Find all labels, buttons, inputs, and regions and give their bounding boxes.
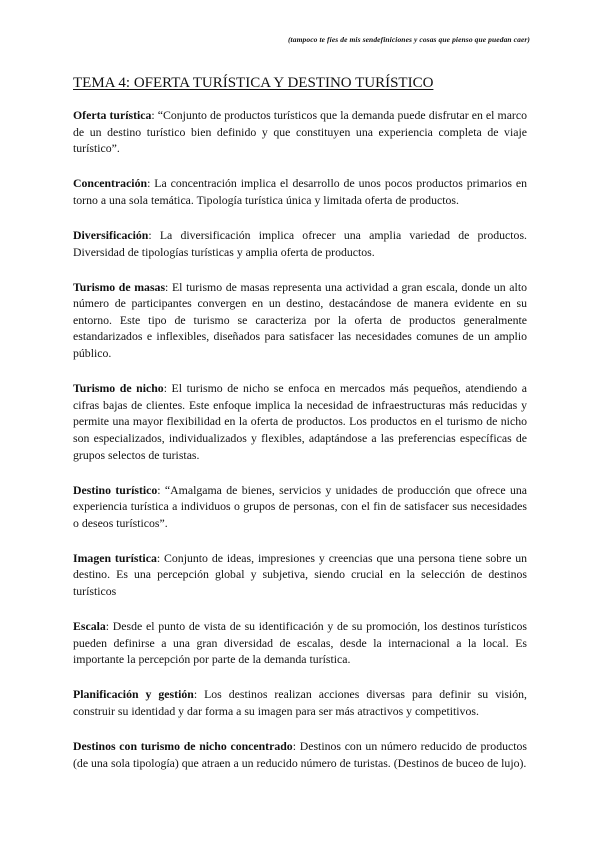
definition-text: : “Amalgama de bienes, servicios y unidades de producción que ofrece una experiencia turística a individuos o grupos de personas, con el fin de satisfacer sus necesidades o deseos turísticos”. [73,482,527,530]
definition-term: Concentración [73,176,148,191]
definition-turismo-de-masas [73,279,527,362]
definition-term: Destino turístico [73,482,158,497]
definition-term: Escala [73,619,106,634]
definition-concentracion [73,175,527,208]
definition-text: : “Conjunto de productos turísticos que la demanda puede disfrutar en el marco de un destino turístico bien definido y que constituyen una experiencia completa de viaje turístico”. [73,108,527,156]
definition-term: Diversificación [73,227,149,242]
page-title: TEMA 4: OFERTA TURÍSTICA Y DESTINO TURÍSTICO [73,75,434,91]
definition-text: : Desde el punto de vista de su identificación y de su promoción, los destinos turísticos pueden definirse a una gran diversidad de escalas, desde la internacional a la local. Es importante la percepción por parte de la demanda turística. [73,619,527,667]
definition-text: : Conjunto de ideas, impresiones y creencias que una persona tiene sobre un destino. Es una percepción global y subjetiva, siendo crucial en la selección de destinos turísticos [73,550,527,599]
definition-diversificacion [73,227,527,260]
definition-term: Destinos con turismo de nicho concentrado [73,739,293,754]
definition-text: : Destinos con un número reducido de productos (de una sola tipología) que atraen a un reducido número de turistas. (Destinos de buceo de lujo). [73,739,527,770]
definition-destino-turistico [73,482,527,532]
definition-text: : El turismo de nicho se enfoca en mercados más pequeños, atendiendo a cifras bajas de clientes. Este enfoque implica la necesidad de infraestructuras más reducidas y permite una mayor flexibilidad en la oferta de productos. Los productos en el turismo de nicho son especializados, individualizados y flexibles, adaptándose a las preferencias específicas de grupos selectos de turistas. [73,381,527,462]
header-note: (tampoco te fíes de mis sendefiniciones y cosas que pienso que puedan caer) [287,35,530,44]
definition-turismo-de-nicho [73,380,527,463]
definition-text: : La concentración implica el desarrollo de unos pocos productos primarios en torno a una sola temática. Tipología turística única y limitada oferta de productos. [73,176,527,207]
definition-destinos-nicho-concentrado [73,738,527,771]
definition-oferta-turistica [73,107,527,157]
definition-imagen-turistica [73,550,527,600]
definitions-list [73,107,527,790]
definition-text: : Los destinos realizan acciones diversas para definir su visión, construir su identidad y dar forma a su imagen para ser más atractivos y competitivos. [73,687,527,719]
definition-term: Turismo de masas [73,279,166,294]
definition-planificacion-y-gestion [73,686,527,719]
definition-term: Planificación y gestión [73,687,194,702]
definition-term: Imagen turística [73,550,157,565]
definition-text: : El turismo de masas representa una actividad a gran escala, donde un alto número de participantes convergen en un destino, destacándose de manera evidente en su entorno. Este tipo de turismo se caracteriza por la oferta de productos generalmente estandarizados e inflexibles, diseñados para satisfacer las necesidades comunes de un amplio público. [73,279,527,361]
definition-text: : La diversificación implica ofrecer una amplia variedad de productos. Diversidad de tipologías turísticas y amplia oferta de productos. [73,227,527,259]
definition-term: Turismo de nicho [73,381,164,396]
definition-escala [73,618,527,668]
definition-term: Oferta turística [73,108,152,122]
